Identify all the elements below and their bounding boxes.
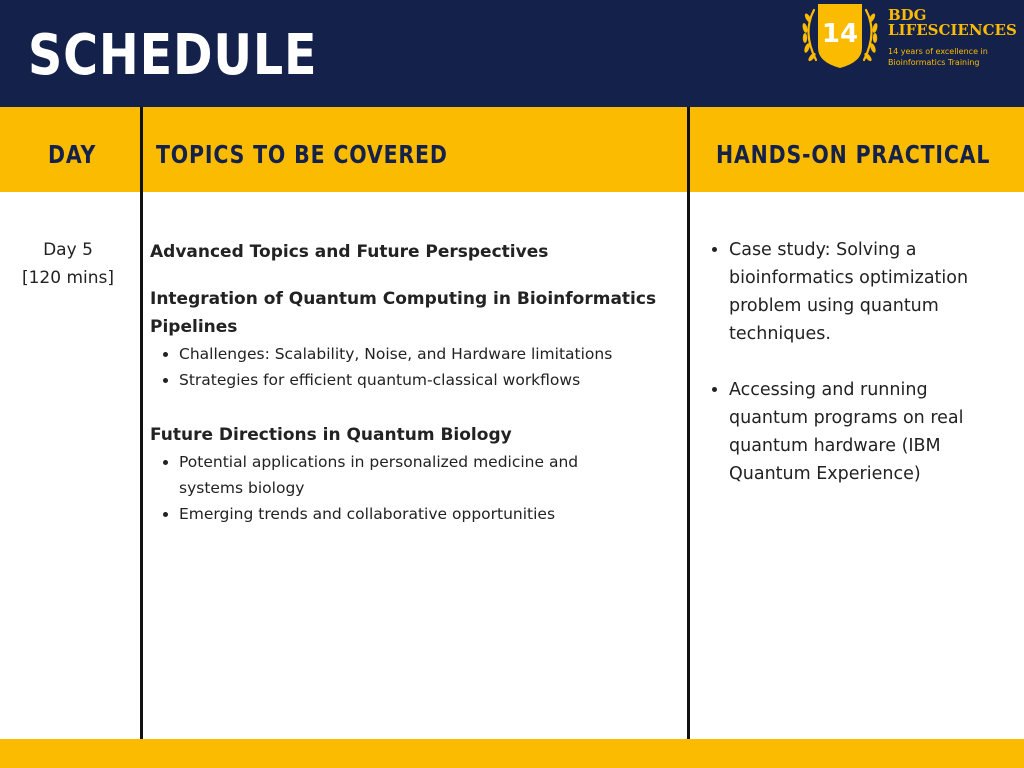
list-item: • Accessing and running quantum programs on real quantum hardware (IBM Quantum Experience) bbox=[729, 376, 1006, 488]
topics-cell bbox=[150, 238, 670, 527]
column-divider-right bbox=[687, 107, 690, 739]
topics-intro-heading: Advanced Topics and Future Perspectives bbox=[150, 242, 549, 262]
list-item: • Potential applications in personalized medicine and systems biology bbox=[179, 449, 639, 501]
topics-section-heading: Future Directions in Quantum Biology bbox=[150, 425, 512, 445]
logo-name-line1: BDG bbox=[888, 6, 927, 24]
column-header-day: DAY bbox=[48, 140, 97, 169]
column-divider-left bbox=[140, 107, 143, 739]
page-title: SCHEDULE bbox=[28, 23, 318, 88]
list-item: • Challenges: Scalability, Noise, and Hardware limitations bbox=[179, 341, 670, 367]
logo-tagline-line1: 14 years of excellence in bbox=[888, 47, 988, 56]
topics-section-heading: Integration of Quantum Computing in Bioinformatics Pipelines bbox=[150, 289, 657, 337]
column-header-practical: HANDS-ON PRACTICAL bbox=[716, 140, 991, 169]
list-item: • Emerging trends and collaborative opportunities bbox=[179, 501, 670, 527]
logo-tagline bbox=[888, 46, 1020, 68]
logo-name-line2: LIFESCIENCES bbox=[888, 21, 1017, 39]
day-cell bbox=[0, 236, 136, 292]
logo-name bbox=[888, 8, 1017, 38]
logo-tagline-line2: Bioinformatics Training bbox=[888, 58, 980, 67]
laurel-badge-icon bbox=[796, 2, 884, 72]
day-label: Day 5 bbox=[43, 240, 93, 260]
column-header-topics: TOPICS TO BE COVERED bbox=[156, 140, 448, 169]
list-item: • Case study: Solving a bioinformatics optimization problem using quantum techniques. bbox=[729, 236, 1006, 348]
topics-section-list bbox=[150, 341, 670, 393]
logo-badge-number: 14 bbox=[821, 19, 859, 49]
practical-cell bbox=[706, 236, 1006, 516]
list-item: • Strategies for efficient quantum-classical workflows bbox=[179, 367, 670, 393]
practical-list bbox=[706, 236, 1006, 488]
day-duration: [120 mins] bbox=[21, 268, 115, 288]
company-logo bbox=[796, 2, 1020, 72]
topics-section-list bbox=[150, 449, 670, 527]
footer-bar bbox=[0, 739, 1024, 768]
